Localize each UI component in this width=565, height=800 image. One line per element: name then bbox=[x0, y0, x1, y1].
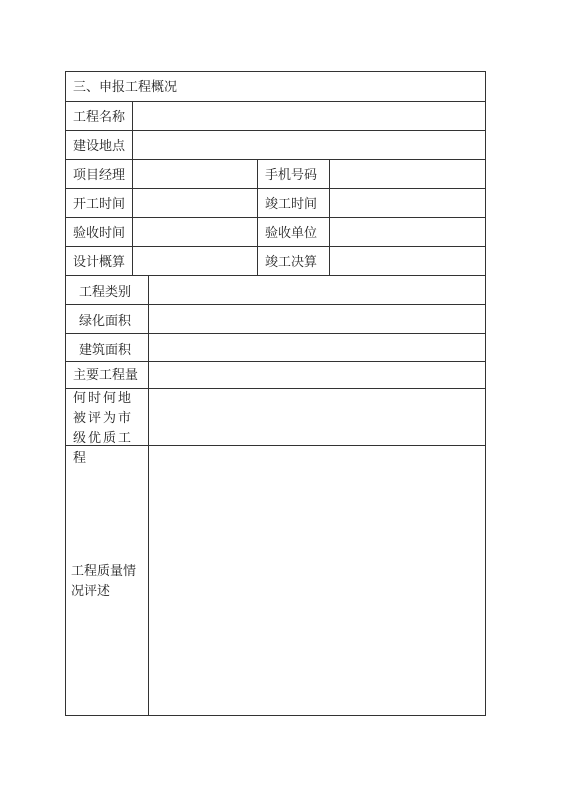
section-title: 三、申报工程概况 bbox=[73, 80, 178, 95]
completion-time-field[interactable] bbox=[330, 189, 485, 217]
project-manager-field[interactable] bbox=[133, 160, 257, 188]
building-area-field[interactable] bbox=[149, 334, 485, 361]
project-overview-form bbox=[65, 71, 486, 716]
location-label: 建设地点 bbox=[73, 139, 126, 154]
green-area-field[interactable] bbox=[149, 305, 485, 333]
column-divider bbox=[257, 159, 258, 275]
project-name-field[interactable] bbox=[133, 102, 485, 130]
phone-field[interactable] bbox=[330, 160, 485, 188]
design-estimate-field[interactable] bbox=[133, 247, 257, 275]
award-info-field[interactable] bbox=[149, 389, 485, 445]
start-time-field[interactable] bbox=[133, 189, 257, 217]
main-quantity-field[interactable] bbox=[149, 362, 485, 388]
project-name-label: 工程名称 bbox=[73, 110, 126, 125]
acceptance-time-label: 验收时间 bbox=[73, 226, 126, 241]
design-estimate-label: 设计概算 bbox=[73, 255, 126, 270]
completion-time-label: 竣工时间 bbox=[265, 197, 318, 212]
acceptance-time-field[interactable] bbox=[133, 218, 257, 246]
phone-label: 手机号码 bbox=[265, 168, 318, 183]
location-field[interactable] bbox=[133, 131, 485, 159]
main-quantity-label: 主要工程量 bbox=[73, 368, 139, 383]
building-area-label: 建筑面积 bbox=[79, 343, 132, 358]
final-account-label: 竣工决算 bbox=[265, 255, 318, 270]
award-info-label: 何时何地被评为市级优质工程 bbox=[73, 391, 134, 466]
acceptance-unit-label: 验收单位 bbox=[265, 226, 318, 241]
acceptance-unit-field[interactable] bbox=[330, 218, 485, 246]
project-manager-label: 项目经理 bbox=[73, 168, 126, 183]
final-account-field[interactable] bbox=[330, 247, 485, 275]
start-time-label: 开工时间 bbox=[73, 197, 126, 212]
project-category-field[interactable] bbox=[149, 276, 485, 304]
quality-review-field[interactable] bbox=[149, 446, 485, 716]
green-area-label: 绿化面积 bbox=[79, 314, 132, 329]
quality-review-label: 工程质量情况评述 bbox=[71, 564, 137, 599]
project-category-label: 工程类别 bbox=[79, 285, 132, 300]
